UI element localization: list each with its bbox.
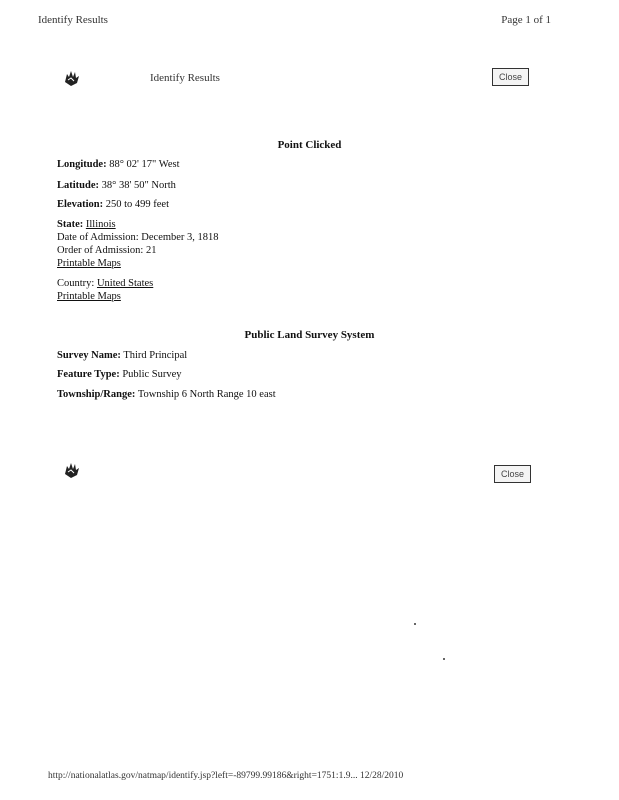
elevation-value: 250 to 499 feet [105, 199, 169, 210]
close-button-top[interactable] [492, 68, 529, 86]
feature-type-value: Public Survey [122, 369, 182, 380]
point-clicked-heading: Point Clicked [277, 139, 342, 151]
township-range-row [57, 388, 276, 401]
state-link[interactable]: Illinois [85, 219, 116, 230]
longitude-row [57, 158, 180, 171]
survey-name-value: Third Principal [123, 350, 188, 361]
state-label: State: [57, 219, 84, 230]
feature-type-label: Feature Type: [57, 369, 120, 380]
close-button-bottom[interactable] [494, 465, 531, 483]
scan-speck [414, 623, 416, 625]
admission-order: Order of Admission: 21 [57, 245, 157, 256]
print-url: http://nationalatlas.gov/natmap/identify.jsp?left=-89799.99186&right=1751:1.9... [48, 771, 358, 781]
scan-speck [443, 658, 445, 660]
close-label: Close [501, 469, 525, 479]
usgs-hand-icon [62, 460, 82, 480]
longitude-value: 88° 02' 17" West [109, 159, 180, 170]
elevation-label: Elevation: [57, 199, 104, 210]
elevation-row [57, 198, 169, 211]
print-footer [48, 771, 403, 781]
close-label: Close [499, 72, 523, 82]
country-printable-maps-row [57, 290, 121, 303]
country-link[interactable]: United States [96, 278, 154, 289]
window-title: Identify Results [150, 72, 220, 84]
print-header-title: Identify Results [38, 14, 108, 26]
country-row [57, 277, 153, 290]
print-page-number: Page 1 of 1 [501, 14, 551, 26]
survey-name-row [57, 349, 187, 362]
usgs-hand-icon [62, 68, 82, 88]
township-range-value: Township 6 North Range 10 east [137, 389, 276, 400]
latitude-label: Latitude: [57, 180, 99, 191]
admission-date: Date of Admission: December 3, 1818 [57, 232, 219, 243]
survey-name-label: Survey Name: [57, 350, 121, 361]
longitude-label: Longitude: [57, 159, 107, 170]
plss-heading: Public Land Survey System [244, 329, 375, 341]
country-label: Country: [57, 278, 95, 289]
township-range-label: Township/Range: [57, 389, 136, 400]
state-printable-maps-row [57, 257, 121, 270]
state-printable-maps-link[interactable]: Printable Maps [57, 258, 121, 269]
latitude-value: 38° 38' 50" North [101, 180, 176, 191]
country-printable-maps-link[interactable]: Printable Maps [57, 291, 121, 302]
feature-type-row [57, 368, 182, 381]
state-row [57, 218, 116, 231]
print-date: 12/28/2010 [359, 771, 404, 781]
latitude-row [57, 179, 176, 192]
